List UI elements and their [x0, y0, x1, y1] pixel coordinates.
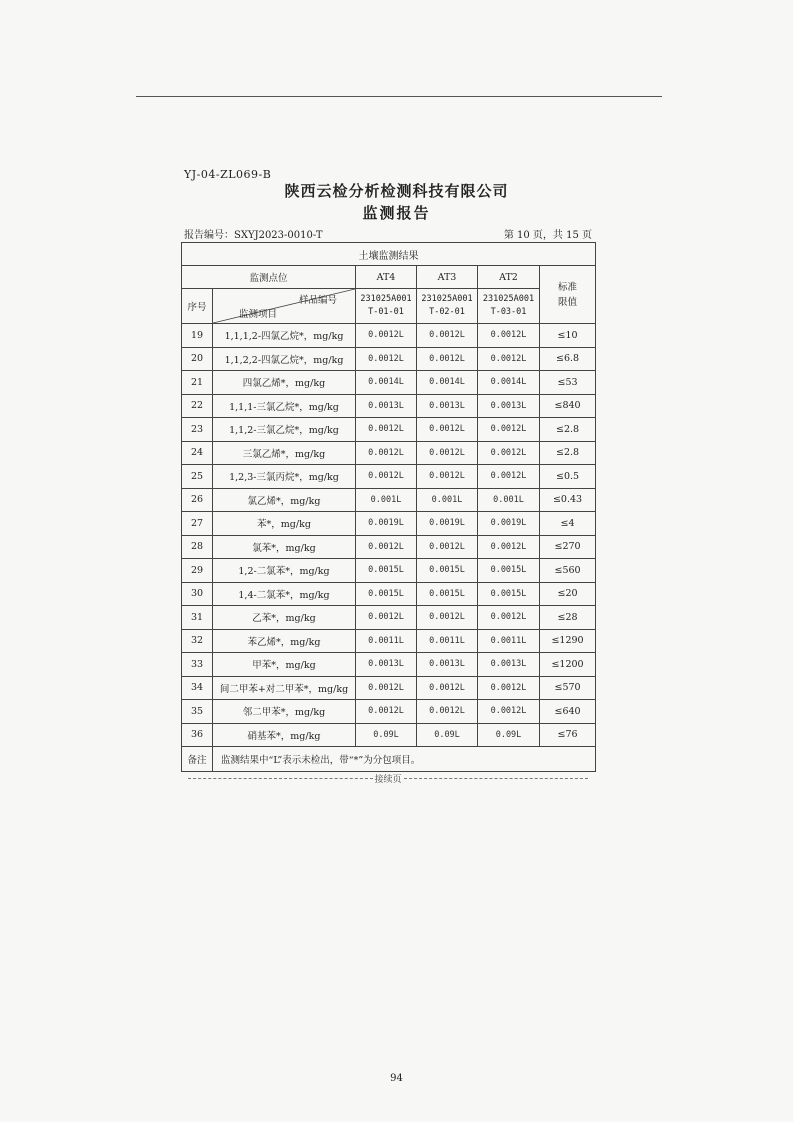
report-number: 报告编号：SXYJ2023-0010-T [184, 230, 323, 241]
row-no: 32 [182, 629, 213, 653]
remark-text: 监测结果中“L”表示未检出，带“*”为分包项目。 [213, 747, 596, 772]
row-item: 苯*，mg/kg [213, 512, 356, 536]
table-row [182, 394, 596, 418]
header-diagonal-cell [213, 289, 356, 324]
row-value-2: 0.0012L [417, 700, 478, 724]
row-value-2: 0.0012L [417, 535, 478, 559]
table-row [182, 324, 596, 348]
row-value-1: 0.0012L [356, 535, 417, 559]
row-value-1: 0.0012L [356, 465, 417, 489]
row-item: 甲苯*，mg/kg [213, 653, 356, 677]
row-value-1: 0.0011L [356, 629, 417, 653]
row-value-1: 0.0013L [356, 653, 417, 677]
header-monitoring-point: 监测点位 [182, 266, 356, 289]
row-item: 间二甲苯+对二甲苯*，mg/kg [213, 676, 356, 700]
row-value-1: 0.0012L [356, 606, 417, 630]
row-no: 33 [182, 653, 213, 677]
row-value-1: 0.0015L [356, 559, 417, 583]
row-value-3: 0.0012L [478, 535, 540, 559]
continued-dash-left [188, 778, 373, 779]
row-item: 1,2-二氯苯*，mg/kg [213, 559, 356, 583]
row-value-3: 0.0012L [478, 347, 540, 371]
header-monitoring-item: 监测项目 [239, 309, 278, 320]
row-value-2: 0.0013L [417, 394, 478, 418]
table-row [182, 418, 596, 442]
row-limit: ≤0.5 [540, 465, 596, 489]
sample-id-2 [417, 289, 478, 324]
table-row [182, 676, 596, 700]
row-item: 氯苯*，mg/kg [213, 535, 356, 559]
row-value-1: 0.0012L [356, 324, 417, 348]
row-item: 1,2,3-三氯丙烷*，mg/kg [213, 465, 356, 489]
row-value-2: 0.0012L [417, 347, 478, 371]
row-item: 乙苯*，mg/kg [213, 606, 356, 630]
row-limit: ≤640 [540, 700, 596, 724]
row-limit: ≤10 [540, 324, 596, 348]
header-point-2: AT3 [417, 266, 478, 289]
report-title: 监测报告 [362, 204, 431, 222]
row-item: 1,4-二氯苯*，mg/kg [213, 582, 356, 606]
table-row [182, 700, 596, 724]
row-limit: ≤6.8 [540, 347, 596, 371]
row-limit: ≤28 [540, 606, 596, 630]
continued-marker [188, 772, 588, 785]
row-item: 1,1,2-三氯乙烷*，mg/kg [213, 418, 356, 442]
row-value-2: 0.09L [417, 723, 478, 747]
row-value-3: 0.0019L [478, 512, 540, 536]
row-value-3: 0.0012L [478, 676, 540, 700]
row-item: 氯乙烯*，mg/kg [213, 488, 356, 512]
row-no: 36 [182, 723, 213, 747]
row-limit: ≤270 [540, 535, 596, 559]
row-no: 23 [182, 418, 213, 442]
row-no: 22 [182, 394, 213, 418]
row-limit: ≤560 [540, 559, 596, 583]
row-value-2: 0.0015L [417, 582, 478, 606]
header-standard-limit [540, 266, 596, 324]
row-value-3: 0.0012L [478, 700, 540, 724]
row-value-2: 0.0012L [417, 441, 478, 465]
row-item: 三氯乙烯*，mg/kg [213, 441, 356, 465]
continued-dash-right [404, 778, 589, 779]
header-sample-number: 样品编号 [298, 295, 337, 306]
row-no: 21 [182, 371, 213, 395]
table-row [182, 465, 596, 489]
continued-label: 接续页 [374, 775, 402, 785]
row-value-2: 0.0012L [417, 418, 478, 442]
row-value-2: 0.0015L [417, 559, 478, 583]
table-row [182, 441, 596, 465]
row-value-3: 0.001L [478, 488, 540, 512]
row-limit: ≤4 [540, 512, 596, 536]
row-limit: ≤1290 [540, 629, 596, 653]
row-value-1: 0.0019L [356, 512, 417, 536]
row-no: 27 [182, 512, 213, 536]
header-seq: 序号 [182, 289, 213, 324]
row-limit: ≤2.8 [540, 441, 596, 465]
row-value-1: 0.0015L [356, 582, 417, 606]
sample-id-3 [478, 289, 540, 324]
row-value-2: 0.0012L [417, 676, 478, 700]
row-value-2: 0.0012L [417, 324, 478, 348]
row-value-3: 0.0012L [478, 465, 540, 489]
table-row [182, 582, 596, 606]
row-value-1: 0.0014L [356, 371, 417, 395]
row-limit: ≤76 [540, 723, 596, 747]
row-value-3: 0.0012L [478, 324, 540, 348]
row-value-2: 0.001L [417, 488, 478, 512]
page-number: 94 [390, 1073, 403, 1084]
row-value-2: 0.0011L [417, 629, 478, 653]
sample-id-1 [356, 289, 417, 324]
row-item: 1,1,2,2-四氯乙烷*，mg/kg [213, 347, 356, 371]
row-no: 20 [182, 347, 213, 371]
row-value-3: 0.0015L [478, 582, 540, 606]
header-point-3: AT2 [478, 266, 540, 289]
row-item: 1,1,1-三氯乙烷*，mg/kg [213, 394, 356, 418]
header-standard-limit-label: 标准限值 [558, 281, 578, 308]
row-value-1: 0.0012L [356, 418, 417, 442]
table-row [182, 512, 596, 536]
table-row [182, 559, 596, 583]
row-limit: ≤53 [540, 371, 596, 395]
row-value-1: 0.001L [356, 488, 417, 512]
row-no: 29 [182, 559, 213, 583]
row-value-3: 0.0014L [478, 371, 540, 395]
row-value-2: 0.0014L [417, 371, 478, 395]
table-row [182, 488, 596, 512]
row-value-1: 0.0013L [356, 394, 417, 418]
row-no: 35 [182, 700, 213, 724]
table-row [182, 723, 596, 747]
table-row [182, 347, 596, 371]
row-limit: ≤840 [540, 394, 596, 418]
row-limit: ≤1200 [540, 653, 596, 677]
row-value-1: 0.0012L [356, 676, 417, 700]
row-item: 四氯乙烯*，mg/kg [213, 371, 356, 395]
table-row [182, 606, 596, 630]
table-row [182, 535, 596, 559]
row-limit: ≤2.8 [540, 418, 596, 442]
row-value-3: 0.0012L [478, 606, 540, 630]
row-no: 30 [182, 582, 213, 606]
row-item: 1,1,1,2-四氯乙烷*，mg/kg [213, 324, 356, 348]
row-value-3: 0.0013L [478, 653, 540, 677]
sample-id-2-text: 231025A001 T-02-01 [421, 294, 473, 317]
row-value-1: 0.0012L [356, 347, 417, 371]
row-limit: ≤570 [540, 676, 596, 700]
row-limit: ≤0.43 [540, 488, 596, 512]
row-no: 34 [182, 676, 213, 700]
row-value-3: 0.0011L [478, 629, 540, 653]
row-value-2: 0.0012L [417, 465, 478, 489]
row-no: 26 [182, 488, 213, 512]
row-no: 24 [182, 441, 213, 465]
row-item: 苯乙烯*，mg/kg [213, 629, 356, 653]
row-no: 25 [182, 465, 213, 489]
row-value-1: 0.0012L [356, 441, 417, 465]
row-no: 19 [182, 324, 213, 348]
sample-id-3-text: 231025A001 T-03-01 [482, 294, 535, 317]
row-value-3: 0.0012L [478, 441, 540, 465]
page-info: 第 10 页，共 15 页 [503, 230, 592, 241]
row-item: 硝基苯*，mg/kg [213, 723, 356, 747]
row-value-3: 0.0013L [478, 394, 540, 418]
table-row [182, 629, 596, 653]
table-caption: 土壤监测结果 [182, 243, 596, 266]
row-value-3: 0.09L [478, 723, 540, 747]
row-value-3: 0.0015L [478, 559, 540, 583]
document-code: YJ-04-ZL069-B [184, 168, 272, 181]
row-value-2: 0.0013L [417, 653, 478, 677]
soil-monitoring-table [181, 242, 596, 772]
header-rule [136, 96, 662, 97]
row-value-1: 0.09L [356, 723, 417, 747]
remark-row [182, 747, 596, 772]
table-row [182, 371, 596, 395]
header-point-1: AT4 [356, 266, 417, 289]
row-no: 31 [182, 606, 213, 630]
row-value-2: 0.0012L [417, 606, 478, 630]
row-item: 邻二甲苯*，mg/kg [213, 700, 356, 724]
row-value-2: 0.0019L [417, 512, 478, 536]
row-no: 28 [182, 535, 213, 559]
table-row [182, 653, 596, 677]
row-value-3: 0.0012L [478, 418, 540, 442]
sample-id-1-text: 231025A001 T-01-01 [360, 294, 412, 317]
row-limit: ≤20 [540, 582, 596, 606]
row-value-1: 0.0012L [356, 700, 417, 724]
remark-label: 备注 [182, 747, 213, 772]
soil-monitoring-table-wrapper [181, 242, 595, 772]
company-name: 陕西云检分析检测科技有限公司 [284, 182, 509, 200]
